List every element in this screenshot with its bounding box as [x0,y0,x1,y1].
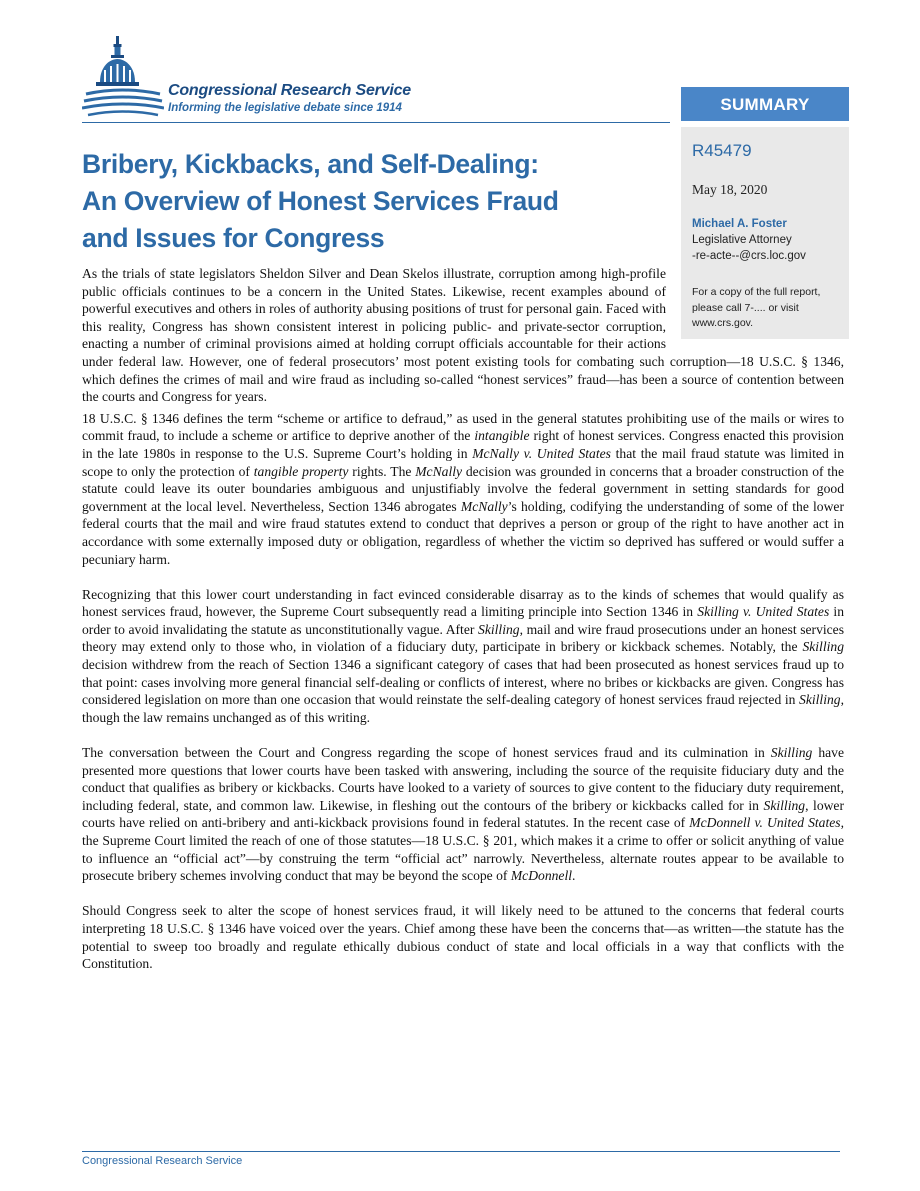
header-divider [82,122,670,123]
italic-term: McNally [415,463,463,479]
report-title [82,146,602,257]
author-title: Legislative Attorney [692,234,792,246]
sidebar-wrap-spacer [666,265,844,341]
author-email[interactable]: -re-acte--@crs.loc.gov [692,250,806,262]
paragraph-2: 18 U.S.C. § 1346 defines the term “scheme or artifice to defraud,” as used in the general statutes prohibiting use of the mails or wires to commit fraud, to include a scheme or artifice to deprive another of the intangible right of honest services. Congress enacted this provision in the late 1980s in response to the U.S. Supreme Court’s holding in McNally v. United States that the mail fraud statute was limited in scope to only the protection of tangible property rights. The McNally decision was grounded in concerns that a broader construction of the statute could leave its outer boundaries ambiguous and unjustifiably involve the federal government in setting standards for good government at the local level. Nevertheless, Section 1346 abrogates McNally’s holding, codifying the understanding of some of the lower federal courts that the mail and wire fraud statutes extend to conduct that deprives a person or group of the right to have another act in accordance with some externally imposed duty or obligation, regardless of whether the victim so deprived has suffered or would suffer a pecuniary harm. [82,410,844,567]
org-name: Congressional Research Service [168,82,412,99]
italic-term: Skilling v. United States [697,604,830,620]
title-line-1: Bribery, Kickbacks, and Self-Dealing: [82,149,539,179]
crs-logo[interactable] [82,34,672,124]
paragraph-3: Recognizing that this lower court understanding in fact evinced considerable disarray as to the kinds of schemes that would qualify as honest services fraud, however, the Supreme Court subsequently read a limiting principle into Section 1346 in Skilling v. United States in order to avoid invalidating the statute as unconstitutionally vague. After Skilling, mail and wire fraud prosecutions under an honest services theory may extend only to those who, in violation of a fiduciary duty, participate in bribery or kickback schemes. Notably, the Skilling decision withdrew from the reach of Section 1346 a significant category of cases that had been prosecuted as honest services fraud up to that point: cases involving more general financial self-dealing or conflicts of interest, where no bribes or kickbacks are given. Congress has considered legislation on more than one occasion that would reinstate the self-dealing category of honest services fraud rejected in Skilling, though the law remains unchanged as of this writing. [82,586,845,725]
report-date: May 18, 2020 [692,182,768,197]
italic-term: Skilling [802,639,844,655]
italic-term: Skilling [770,745,813,761]
footer-divider [82,1151,840,1152]
org-tagline: Informing the legislative debate since 1914 [168,102,402,114]
italic-term: Skilling [478,621,520,637]
italic-term: McDonnell v. United States [689,815,841,831]
report-id: R45479 [692,141,752,160]
italic-term: Skilling [763,797,806,813]
italic-term: McDonnell [510,868,572,884]
footer-org-name: Congressional Research Service [82,1155,243,1167]
capitol-dome-icon [82,34,164,120]
italic-term: intangible [474,428,530,444]
author-name: Michael A. Foster [692,218,787,230]
italic-term: tangible property [253,463,349,479]
paragraph-5: Should Congress seek to alter the scope of honest services fraud, it will likely need to be attuned to the concerns that federal courts interpreting 18 U.S.C. § 1346 have voiced over the years. Chief among these have been the concerns that—as written—the statute has the potential to sweep too broadly and regulate ethically dubious conduct of state and local officials in a way that conflicts with the Constitution. [82,903,844,972]
summary-body [82,265,844,973]
paragraph-4: The conversation between the Court and Congress regarding the scope of honest services fraud and its culmination in Skilling have presented more questions that lower courts have been tasked with answering, including the source of the requisite fiduciary duty and the conduct that qualifies as bribery or kickbacks. Courts have looked to a variety of sources to give content to the fiduciary duty requirement, including federal, state, and common law. Likewise, in fleshing out the contours of the bribery or kickbacks called for in Skilling, lower courts have relied on anti-bribery and anti-kickback provisions found in federal statutes. In the recent case of McDonnell v. United States, the Supreme Court limited the reach of one of those statutes—18 U.S.C. § 201, which makes it a crime to offer or solicit anything of value to influence an “official act”—by construing the term “official act” narrowly. Nevertheless, alternate routes appear to be available to prosecute bribery schemes involving conduct that may be beyond the scope of McDonnell. [82,745,845,884]
italic-term: Skilling [799,692,841,708]
full-report-note: For a copy of the full report, please call 7-.... or visit www.crs.gov. [692,286,821,329]
summary-heading: SUMMARY [681,87,849,121]
title-line-2: An Overview of Honest Services Fraud [82,186,559,216]
italic-term: McNally v. United States [472,445,611,461]
paragraph-1: As the trials of state legislators Sheldon Silver and Dean Skelos illustrate, corruption among high-profile public officials continues to be a concern in the United States. Likewise, recent examples abound of powerful executives and others in roles of authority abusing positions of trust for personal gain. Faced with this reality, Congress has shown consistent interest in policing public- and private-sector corruption, enacting a number of criminal provisions aimed at holding corrupt officials accountable for their actions under federal law. However, one of federal prosecutors’ most potent existing tools for combating such corruption—18 U.S.C. § 1346, which defines the crimes of mail and wire fraud as including so-called “honest services” fraud—has been a source of contention between the courts and Congress for years. [82,266,844,405]
title-line-3: and Issues for Congress [82,223,385,253]
italic-term: McNally [460,498,508,514]
